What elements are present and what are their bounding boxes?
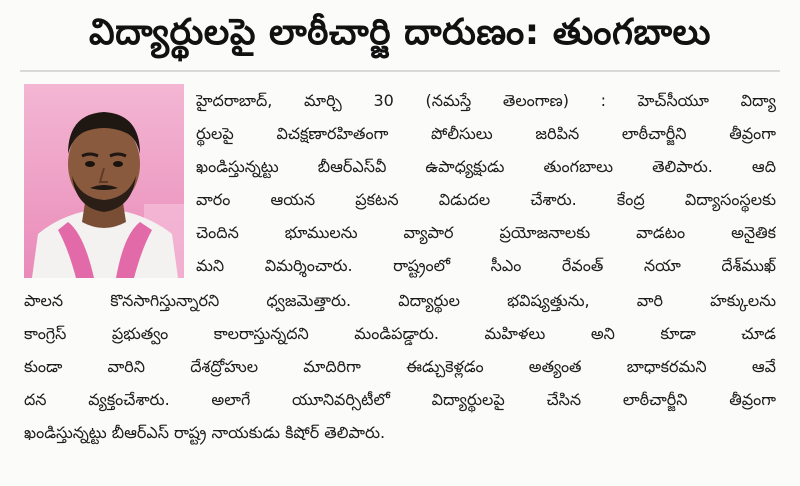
body-line: హైదరాబాద్, మార్చి 30 (నమస్తే తెలంగాణ) : హెచ్‌సీయూ విద్యా [196,91,776,110]
body-line: దన వ్యక్తంచేశారు. అలాగే యూనివర్సిటీలో విద్యార్థులపై చేసిన లాఠీచార్జీని తీవ్రంగా [24,390,776,409]
body-line: ఖండిస్తున్నట్టు బీఆర్‌ఎస్‌వీ ఉపాధ్యక్షుడు తుంగబాలు తెలిపారు. ఆది [196,157,776,176]
body-line: చెందిన భూములను వ్యాపార ప్రయోజనాలకు వాడటం అనైతిక [196,223,776,242]
portrait-illustration [24,84,184,278]
article-body-top [196,84,776,282]
body-line: కాంగ్రెస్ ప్రభుత్వం కాలరాస్తున్నదని మండిపడ్డారు. మహిళలు అని కూడా చూడ [24,324,776,343]
body-line: కుండా వారిని దేశద్రోహుల మాదిరిగా ఈడ్చుకెళ్లడం అత్యంత బాధాకరమని ఆవే [24,357,776,376]
headline-divider [20,70,780,72]
headline-container [0,6,800,68]
headline: విద్యార్థులపై లాఠీచార్జి దారుణం: తుంగబాలు [88,12,712,53]
article-body-bottom [24,284,776,449]
body-line: వారం ఆయన ప్రకటన విడుదల చేశారు. కేంద్ర విద్యాసంస్థలకు [196,190,776,209]
body-line: మని విమర్శించారు. రాష్ట్రంలో సీఎం రేవంత్ నయా దేశ్‌ముఖ్ [196,256,776,275]
body-line: ఖండిస్తున్నట్టు బీఆర్‌ఎస్ రాష్ట్ర నాయకుడు కిషోర్ తెలిపారు. [24,423,386,442]
body-line: పాలన కొనసాగిస్తున్నారని ధ్వజమెత్తారు. విద్యార్థుల భవిష్యత్తును, వారి హక్కులను [24,291,776,310]
portrait-photo [24,84,184,278]
body-line: ర్థులపై విచక్షణారహితంగా పోలీసులు జరిపిన లాఠీచార్జీని తీవ్రంగా [196,124,776,143]
